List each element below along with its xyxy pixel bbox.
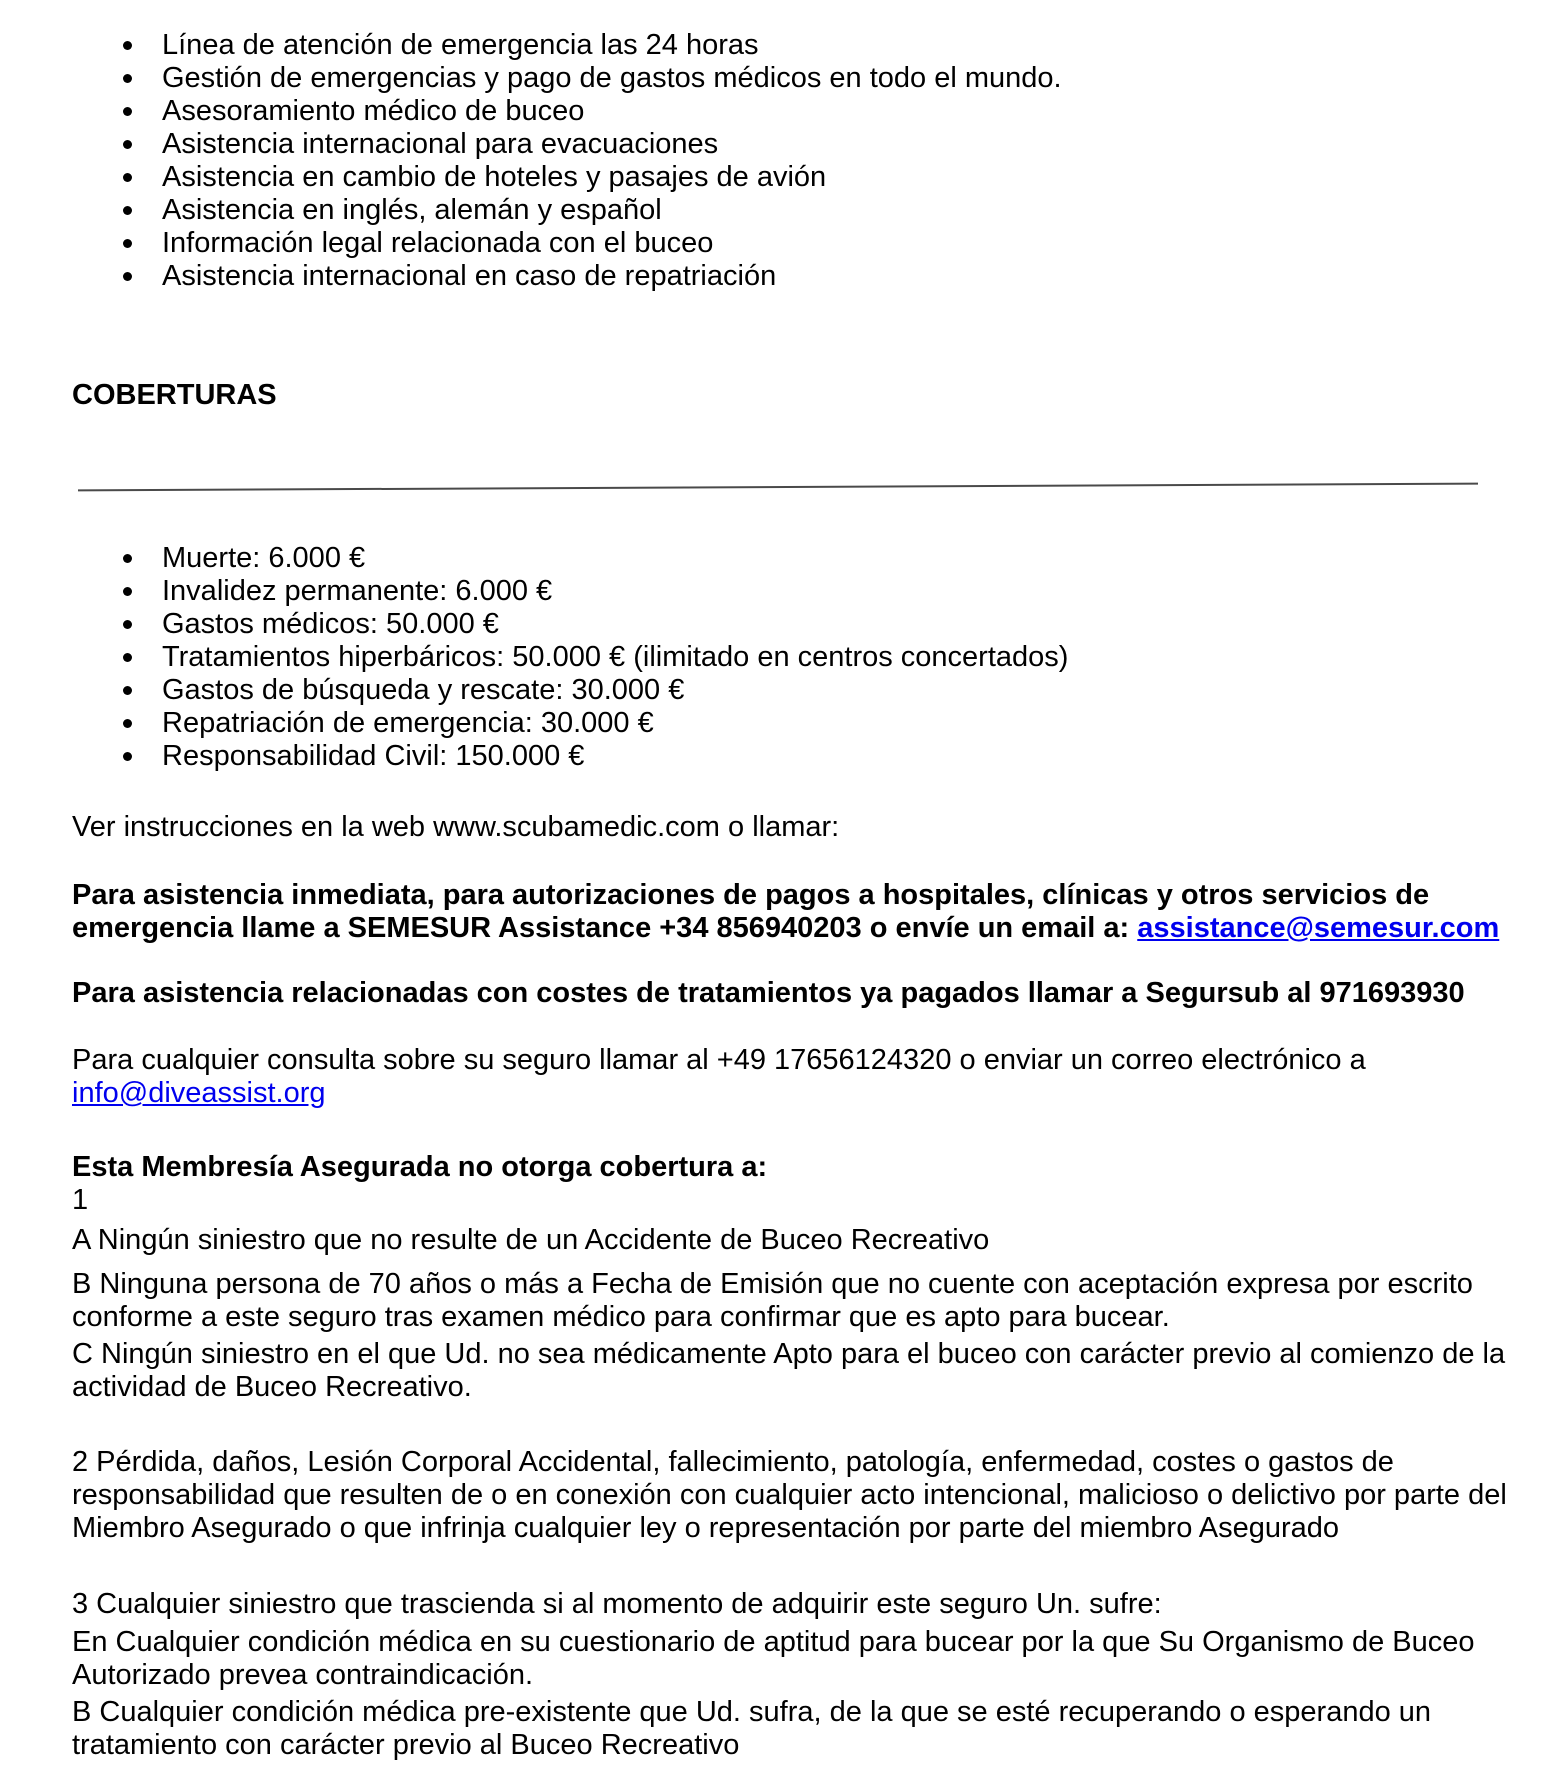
exclusion-group-number: 1 [72, 1184, 89, 1216]
service-item-text: Asistencia internacional para evacuaciones [162, 128, 719, 160]
list-item [72, 740, 1553, 773]
service-item-text: Asistencia internacional en caso de repatriación [162, 260, 777, 292]
list-item [72, 194, 1553, 227]
service-item-text: Información legal relacionada con el buceo [162, 227, 714, 259]
bullet-icon [123, 272, 132, 281]
bullet-icon [123, 587, 132, 596]
exclusion-item-3-condition-a: En Cualquier condición médica en su cuestionario de aptitud para bucear por la que Su Organismo de Buceo Autorizado prevea contraindicación. [72, 1626, 1475, 1691]
emergency-assistance-text: Para asistencia inmediata, para autorizaciones de pagos a hospitales, clínicas y otros servicios de emergencia llame a SEMESUR Assistance +34 856940203 o envíe un email a: [72, 879, 1430, 944]
exclusions-heading: Esta Membresía Asegurada no otorga cobertura a: [72, 1151, 768, 1183]
list-item [72, 707, 1553, 740]
exclusion-item-3-condition-b: B Cualquier condición médica pre-existente que Ud. sufra, de la que se esté recuperando o esperando un tratamiento con carácter previo al Buceo Recreativo [72, 1696, 1432, 1761]
bullet-icon [123, 620, 132, 629]
semesur-email-link[interactable]: assistance@semesur.com [1137, 912, 1500, 944]
bullet-icon [123, 239, 132, 248]
list-item [72, 62, 1553, 95]
list-item [72, 260, 1553, 293]
list-item [72, 608, 1553, 641]
paid-treatment-paragraph: Para asistencia relacionadas con costes de tratamientos ya pagados llamar a Segursub al 971693930 [72, 977, 1465, 1009]
bullet-icon [123, 74, 132, 83]
diveassist-email-link[interactable]: info@diveassist.org [72, 1077, 326, 1109]
service-item-text: Asesoramiento médico de buceo [162, 95, 585, 127]
general-inquiry-text: Para cualquier consulta sobre su seguro llamar al +49 17656124320 o enviar un correo electrónico a [72, 1044, 1366, 1076]
list-item [72, 575, 1553, 608]
exclusion-item-b: B Ninguna persona de 70 años o más a Fecha de Emisión que no cuente con aceptación expresa por escrito conforme a este seguro tras examen médico para confirmar que es apto para bucear. [72, 1268, 1473, 1333]
bullet-icon [123, 206, 132, 215]
exclusion-item-3-intro: 3 Cualquier siniestro que trascienda si al momento de adquirir este seguro Un. sufre: [72, 1588, 1162, 1620]
bullet-icon [123, 719, 132, 728]
coberturas-heading: COBERTURAS [72, 379, 277, 411]
bullet-icon [123, 140, 132, 149]
bullet-icon [123, 752, 132, 761]
bullet-icon [123, 107, 132, 116]
service-item-text: Gestión de emergencias y pago de gastos médicos en todo el mundo. [162, 62, 1062, 94]
list-item [72, 542, 1553, 575]
bullet-icon [123, 173, 132, 182]
list-item [72, 161, 1553, 194]
list-item [72, 641, 1553, 674]
coverage-item-text: Muerte: 6.000 € [162, 542, 366, 574]
coverage-item-text: Gastos de búsqueda y rescate: 30.000 € [162, 674, 685, 706]
coverage-item-text: Invalidez permanente: 6.000 € [162, 575, 553, 607]
coverage-list [72, 542, 1553, 773]
bullet-icon [123, 653, 132, 662]
instructions-text: Ver instrucciones en la web www.scubamedic.com o llamar: [72, 811, 840, 843]
service-item-text: Asistencia en cambio de hoteles y pasajes de avión [162, 161, 827, 193]
exclusion-item-a: A Ningún siniestro que no resulte de un Accidente de Buceo Recreativo [72, 1224, 990, 1256]
emergency-assistance-paragraph [72, 879, 1553, 945]
service-item-text: Asistencia en inglés, alemán y español [162, 194, 662, 226]
list-item [72, 674, 1553, 707]
coverage-item-text: Responsabilidad Civil: 150.000 € [162, 740, 585, 772]
exclusion-item-c: C Ningún siniestro en el que Ud. no sea médicamente Apto para el buceo con carácter previo al comienzo de la actividad de Buceo Recreativo. [72, 1338, 1506, 1403]
service-item-text: Línea de atención de emergencia las 24 horas [162, 29, 759, 61]
exclusion-item-2: 2 Pérdida, daños, Lesión Corporal Accidental, fallecimiento, patología, enfermedad, costes o gastos de responsabilidad que resulten de o en conexión con cualquier acto intencional, malicioso o delictivo por parte del Miembro Asegurado o que infrinja cualquier ley o representación por parte del miembro Asegurado [72, 1446, 1507, 1544]
list-item [72, 29, 1553, 62]
coverage-item-text: Repatriación de emergencia: 30.000 € [162, 707, 654, 739]
bullet-icon [123, 554, 132, 563]
section-divider [78, 483, 1478, 492]
services-list [72, 29, 1553, 293]
bullet-icon [123, 41, 132, 50]
coverage-item-text: Gastos médicos: 50.000 € [162, 608, 499, 640]
list-item [72, 95, 1553, 128]
general-inquiry-paragraph [72, 1044, 1553, 1110]
list-item [72, 128, 1553, 161]
coverage-item-text: Tratamientos hiperbáricos: 50.000 € (ilimitado en centros concertados) [162, 641, 1069, 673]
list-item [72, 227, 1553, 260]
bullet-icon [123, 686, 132, 695]
